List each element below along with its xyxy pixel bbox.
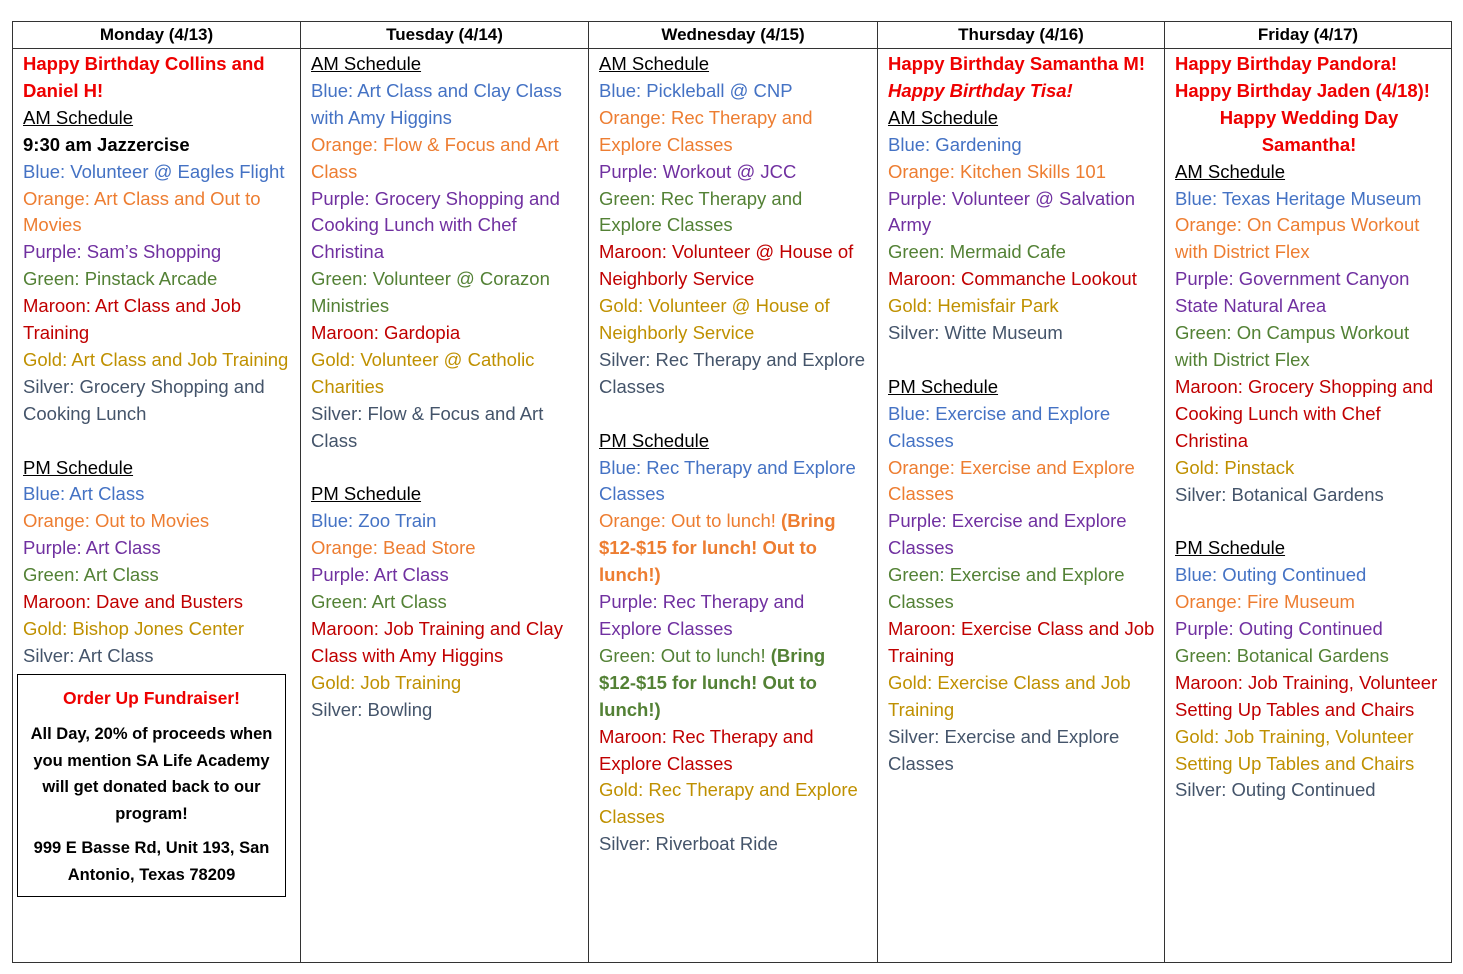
tuesday-am-maroon: Maroon: Gardopia [311, 322, 461, 344]
table-header-row [13, 22, 1451, 49]
friday-pm-maroon: Maroon: Job Training, Volunteer Setting Up Tables and Chairs [1175, 671, 1438, 720]
wednesday-pm-purple: Purple: Rec Therapy and Explore Classes [599, 591, 805, 640]
tuesday-column [301, 49, 589, 963]
thursday-pm-maroon: Maroon: Exercise Class and Job Training [888, 618, 1155, 666]
table-body-row [13, 49, 1451, 963]
wednesday-am-silver: Silver: Rec Therapy and Explore Classes [599, 348, 865, 397]
weekly-schedule-table [12, 21, 1452, 963]
fundraiser-box [17, 674, 286, 898]
tuesday-am-blue: Blue: Art Class and Clay Class with Amy Higgins [311, 79, 562, 128]
monday-birthday: Happy Birthday Collins and Daniel H! [23, 53, 265, 101]
tuesday-pm-gold: Gold: Job Training [311, 671, 462, 693]
tuesday-am-gold: Gold: Volunteer @ Catholic Charities [311, 348, 535, 397]
thursday-pm-silver: Silver: Exercise and Explore Classes [888, 725, 1120, 774]
thursday-am-orange: Orange: Kitchen Skills 101 [888, 160, 1107, 182]
header-tuesday: Tuesday (4/14) [301, 22, 589, 48]
spacer [1175, 508, 1443, 535]
fundraiser-address: 999 E Basse Rd, Unit 193, San Antonio, Texas 78209 [33, 839, 270, 884]
monday-pm-purple: Purple: Art Class [23, 537, 161, 559]
thursday-am-maroon: Maroon: Commanche Lookout [888, 268, 1137, 290]
header-monday: Monday (4/13) [13, 22, 301, 48]
wednesday-pm-green [599, 643, 869, 724]
header-thursday: Thursday (4/16) [878, 22, 1165, 48]
monday-pm-gold: Gold: Bishop Jones Center [23, 618, 245, 640]
tuesday-pm-green: Green: Art Class [311, 591, 447, 613]
wednesday-pm-blue: Blue: Rec Therapy and Explore Classes [599, 456, 856, 505]
monday-pm-green: Green: Art Class [23, 564, 159, 586]
tuesday-pm-blue: Blue: Zoo Train [311, 510, 437, 532]
wednesday-pm-orange [599, 508, 869, 589]
friday-wedding: Happy Wedding Day Samantha! [1219, 106, 1399, 155]
spacer [311, 455, 580, 482]
tuesday-am-purple: Purple: Grocery Shopping and Cooking Lunch with Chef Christina [311, 187, 560, 263]
thursday-pm-orange: Orange: Exercise and Explore Classes [888, 456, 1135, 505]
thursday-pm-purple: Purple: Exercise and Explore Classes [888, 510, 1127, 559]
thursday-pm-green: Green: Exercise and Explore Classes [888, 564, 1125, 613]
tuesday-pm-heading: PM Schedule [311, 483, 422, 505]
thursday-am-gold: Gold: Hemisfair Park [888, 295, 1059, 317]
wednesday-pm-silver: Silver: Riverboat Ride [599, 833, 778, 855]
monday-jazzercise: 9:30 am Jazzercise [23, 133, 190, 155]
monday-pm-blue: Blue: Art Class [23, 483, 145, 505]
thursday-birthday-tisa: Happy Birthday Tisa! [888, 79, 1073, 101]
monday-column [13, 49, 301, 963]
friday-column [1165, 49, 1451, 963]
spacer [599, 401, 869, 428]
thursday-pm-heading: PM Schedule [888, 375, 999, 397]
wednesday-am-purple: Purple: Workout @ JCC [599, 160, 797, 182]
tuesday-pm-silver: Silver: Bowling [311, 698, 433, 720]
wednesday-pm-maroon: Maroon: Rec Therapy and Explore Classes [599, 725, 814, 774]
friday-am-purple: Purple: Government Canyon State Natural Area [1175, 268, 1410, 317]
monday-pm-heading: PM Schedule [23, 456, 134, 478]
friday-am-green: Green: On Campus Workout with District Flex [1175, 322, 1410, 370]
friday-am-maroon: Maroon: Grocery Shopping and Cooking Lunch with Chef Christina [1175, 375, 1434, 451]
monday-am-blue: Blue: Volunteer @ Eagles Flight [23, 160, 285, 182]
thursday-am-purple: Purple: Volunteer @ Salvation Army [888, 187, 1136, 236]
wednesday-am-green: Green: Rec Therapy and Explore Classes [599, 187, 803, 236]
wednesday-am-blue: Blue: Pickleball @ CNP [599, 79, 793, 101]
header-wednesday: Wednesday (4/15) [589, 22, 878, 48]
monday-am-green: Green: Pinstack Arcade [23, 268, 218, 290]
tuesday-pm-purple: Purple: Art Class [311, 564, 449, 586]
friday-birthday: Happy Birthday Pandora! Happy Birthday Jaden (4/18)! [1175, 53, 1430, 101]
spacer [888, 347, 1156, 374]
fundraiser-body: All Day, 20% of proceeds when you mention SA Life Academy will get donated back to our program! [30, 725, 273, 823]
thursday-am-blue: Blue: Gardening [888, 133, 1022, 155]
monday-pm-silver: Silver: Art Class [23, 644, 154, 666]
monday-am-heading: AM Schedule [23, 106, 134, 128]
fundraiser-title: Order Up Fundraiser! [63, 687, 240, 708]
friday-pm-heading: PM Schedule [1175, 537, 1286, 559]
monday-am-maroon: Maroon: Art Class and Job Training [23, 295, 241, 344]
wednesday-column [589, 49, 878, 963]
friday-pm-blue: Blue: Outing Continued [1175, 564, 1367, 586]
spacer [23, 428, 292, 455]
thursday-pm-blue: Blue: Exercise and Explore Classes [888, 402, 1111, 451]
thursday-am-heading: AM Schedule [888, 106, 999, 128]
tuesday-pm-maroon: Maroon: Job Training and Clay Class with Amy Higgins [311, 618, 563, 666]
thursday-am-silver: Silver: Witte Museum [888, 322, 1063, 344]
wednesday-pm-green-note: (Bring $12-$15 for lunch! Out to lunch!) [599, 644, 826, 720]
wednesday-am-heading: AM Schedule [599, 53, 710, 74]
wednesday-pm-gold: Gold: Rec Therapy and Explore Classes [599, 779, 858, 828]
friday-am-gold: Gold: Pinstack [1175, 456, 1295, 478]
tuesday-am-green: Green: Volunteer @ Corazon Ministries [311, 268, 550, 317]
monday-pm-orange: Orange: Out to Movies [23, 510, 210, 532]
wednesday-am-orange: Orange: Rec Therapy and Explore Classes [599, 106, 813, 155]
friday-pm-orange: Orange: Fire Museum [1175, 591, 1355, 613]
friday-am-heading: AM Schedule [1175, 160, 1286, 182]
thursday-birthday-samantha: Happy Birthday Samantha M! [888, 53, 1145, 74]
wednesday-am-gold: Gold: Volunteer @ House of Neighborly Service [599, 295, 830, 344]
thursday-am-green: Green: Mermaid Cafe [888, 241, 1066, 263]
monday-pm-maroon: Maroon: Dave and Busters [23, 591, 244, 613]
thursday-column [878, 49, 1165, 963]
wednesday-pm-orange-note: (Bring $12-$15 for lunch! Out to lunch!) [599, 510, 836, 586]
wednesday-am-maroon: Maroon: Volunteer @ House of Neighborly Service [599, 241, 854, 290]
friday-pm-silver: Silver: Outing Continued [1175, 779, 1376, 801]
tuesday-pm-orange: Orange: Bead Store [311, 537, 476, 559]
monday-am-purple: Purple: Sam’s Shopping [23, 241, 222, 263]
friday-pm-purple: Purple: Outing Continued [1175, 618, 1383, 640]
wednesday-pm-orange-text: Orange: Out to lunch! [599, 510, 776, 532]
header-friday: Friday (4/17) [1257, 25, 1359, 44]
tuesday-am-orange: Orange: Flow & Focus and Art Class [311, 133, 559, 182]
monday-am-orange: Orange: Art Class and Out to Movies [23, 187, 261, 236]
wednesday-pm-green-text: Green: Out to lunch! [599, 644, 766, 666]
friday-pm-gold: Gold: Job Training, Volunteer Setting Up Tables and Chairs [1175, 725, 1415, 774]
friday-pm-green: Green: Botanical Gardens [1175, 644, 1389, 666]
monday-am-gold: Gold: Art Class and Job Training [23, 348, 289, 370]
monday-am-silver: Silver: Grocery Shopping and Cooking Lunch [23, 375, 265, 424]
tuesday-am-heading: AM Schedule [311, 53, 422, 74]
thursday-pm-gold: Gold: Exercise Class and Job Training [888, 671, 1131, 720]
thursday-birthday [888, 51, 1156, 105]
wednesday-pm-heading: PM Schedule [599, 429, 710, 451]
friday-am-silver: Silver: Botanical Gardens [1175, 483, 1384, 505]
friday-am-blue: Blue: Texas Heritage Museum [1175, 187, 1422, 209]
friday-am-orange: Orange: On Campus Workout with District Flex [1175, 214, 1420, 263]
tuesday-am-silver: Silver: Flow & Focus and Art Class [311, 402, 544, 451]
